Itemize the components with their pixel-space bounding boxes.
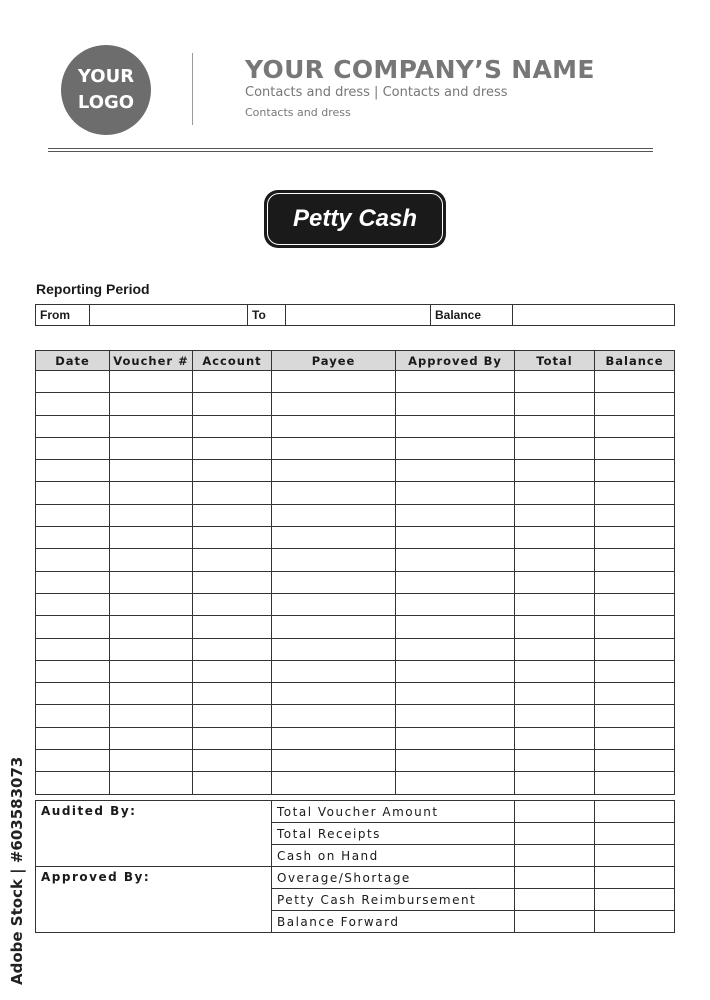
table-row [36, 616, 675, 638]
ledger-cell[interactable] [36, 571, 110, 593]
ledger-cell[interactable] [396, 750, 515, 772]
summary-balance-field[interactable] [595, 823, 675, 845]
ledger-cell[interactable] [595, 549, 675, 571]
ledger-cell[interactable] [36, 593, 110, 615]
ledger-cell[interactable] [595, 683, 675, 705]
logo-line2: LOGO [77, 92, 135, 113]
summary-value-field[interactable] [515, 845, 595, 867]
ledger-cell[interactable] [36, 527, 110, 549]
table-row [36, 393, 675, 415]
ledger-cell[interactable] [396, 460, 515, 482]
summary-table [35, 800, 675, 933]
ledger-cell[interactable] [272, 660, 396, 682]
ledger-cell[interactable] [396, 393, 515, 415]
ledger-cell[interactable] [515, 415, 595, 437]
reporting-period-table [35, 304, 675, 326]
table-row [36, 527, 675, 549]
summary-item-label: Overage/Shortage [272, 867, 515, 889]
ledger-cell[interactable] [110, 750, 193, 772]
ledger-cell[interactable] [396, 527, 515, 549]
ledger-cell[interactable] [272, 683, 396, 705]
ledger-cell[interactable] [595, 437, 675, 459]
ledger-cell[interactable] [272, 593, 396, 615]
ledger-cell[interactable] [110, 660, 193, 682]
ledger-cell[interactable] [396, 482, 515, 504]
ledger-cell[interactable] [36, 683, 110, 705]
ledger-cell[interactable] [272, 371, 396, 393]
ledger-cell[interactable] [193, 415, 272, 437]
ledger-cell[interactable] [110, 393, 193, 415]
ledger-cell[interactable] [272, 482, 396, 504]
summary-value-field[interactable] [515, 867, 595, 889]
table-row [36, 750, 675, 772]
ledger-cell[interactable] [515, 393, 595, 415]
summary-balance-field[interactable] [595, 867, 675, 889]
to-field[interactable] [286, 305, 431, 326]
ledger-cell[interactable] [193, 660, 272, 682]
ledger-cell[interactable] [110, 549, 193, 571]
ledger-cell[interactable] [396, 504, 515, 526]
ledger-cell[interactable] [515, 638, 595, 660]
ledger-cell[interactable] [272, 504, 396, 526]
ledger-cell[interactable] [515, 460, 595, 482]
table-row [36, 638, 675, 660]
ledger-cell[interactable] [110, 772, 193, 794]
summary-item-label: Cash on Hand [272, 845, 515, 867]
ledger-cell[interactable] [595, 616, 675, 638]
ledger-cell[interactable] [396, 772, 515, 794]
ledger-cell[interactable] [396, 593, 515, 615]
ledger-cell[interactable] [36, 460, 110, 482]
ledger-cell[interactable] [193, 750, 272, 772]
ledger-cell[interactable] [396, 616, 515, 638]
ledger-cell[interactable] [110, 482, 193, 504]
summary-value-field[interactable] [515, 889, 595, 911]
ledger-cell[interactable] [193, 527, 272, 549]
column-header: Payee [272, 351, 396, 371]
contact-line2: Contacts and dress [245, 106, 351, 119]
audited-by-label: Audited By: [36, 801, 272, 867]
approved-by-label: Approved By: [36, 867, 272, 933]
table-row [36, 727, 675, 749]
table-row [36, 482, 675, 504]
ledger-cell[interactable] [36, 437, 110, 459]
ledger-cell[interactable] [515, 527, 595, 549]
ledger-cell[interactable] [515, 705, 595, 727]
table-row [36, 371, 675, 393]
summary-balance-field[interactable] [595, 845, 675, 867]
ledger-cell[interactable] [36, 727, 110, 749]
ledger-cell[interactable] [193, 727, 272, 749]
ledger-cell[interactable] [36, 371, 110, 393]
ledger-cell[interactable] [515, 504, 595, 526]
ledger-cell[interactable] [36, 482, 110, 504]
ledger-cell[interactable] [193, 593, 272, 615]
ledger-cell[interactable] [110, 683, 193, 705]
ledger-cell[interactable] [110, 504, 193, 526]
balance-field[interactable] [513, 305, 675, 326]
summary-balance-field[interactable] [595, 911, 675, 933]
ledger-cell[interactable] [595, 415, 675, 437]
ledger-cell[interactable] [595, 527, 675, 549]
ledger-cell[interactable] [272, 638, 396, 660]
ledger-cell[interactable] [272, 705, 396, 727]
ledger-cell[interactable] [595, 727, 675, 749]
ledger-cell[interactable] [272, 527, 396, 549]
ledger-cell[interactable] [515, 772, 595, 794]
summary-value-field[interactable] [515, 911, 595, 933]
ledger-cell[interactable] [272, 415, 396, 437]
ledger-cell[interactable] [110, 437, 193, 459]
contact-line1: Contacts and dress | Contacts and dress [245, 85, 508, 100]
ledger-cell[interactable] [272, 393, 396, 415]
table-row [36, 549, 675, 571]
form-title: Petty Cash [267, 193, 443, 245]
summary-item-label: Petty Cash Reimbursement [272, 889, 515, 911]
column-header: Voucher # [110, 351, 193, 371]
header-rule-top [48, 148, 653, 149]
ledger-cell[interactable] [396, 660, 515, 682]
ledger-cell[interactable] [515, 660, 595, 682]
summary-item-label: Balance Forward [272, 911, 515, 933]
table-row [36, 504, 675, 526]
table-row [36, 415, 675, 437]
ledger-cell[interactable] [36, 750, 110, 772]
ledger-cell[interactable] [515, 727, 595, 749]
ledger-cell[interactable] [36, 705, 110, 727]
ledger-cell[interactable] [272, 549, 396, 571]
ledger-cell[interactable] [110, 571, 193, 593]
ledger-cell[interactable] [36, 393, 110, 415]
header-rule-bottom [48, 151, 653, 152]
ledger-cell[interactable] [595, 705, 675, 727]
ledger-cell[interactable] [595, 772, 675, 794]
title-badge [264, 190, 446, 248]
summary-balance-field[interactable] [595, 801, 675, 823]
column-header: Approved By [396, 351, 515, 371]
ledger-cell[interactable] [110, 371, 193, 393]
company-logo [61, 45, 151, 135]
ledger-cell[interactable] [110, 638, 193, 660]
ledger-cell[interactable] [595, 571, 675, 593]
ledger-cell[interactable] [515, 616, 595, 638]
ledger-cell[interactable] [193, 549, 272, 571]
company-name: YOUR COMPANY’S NAME [245, 55, 595, 84]
ledger-cell[interactable] [110, 616, 193, 638]
ledger-cell[interactable] [110, 415, 193, 437]
column-header: Total [515, 351, 595, 371]
ledger-cell[interactable] [515, 571, 595, 593]
ledger-cell[interactable] [110, 705, 193, 727]
table-row [36, 660, 675, 682]
ledger-table [35, 350, 675, 795]
from-label: From [36, 305, 90, 326]
ledger-cell[interactable] [193, 616, 272, 638]
ledger-cell[interactable] [193, 437, 272, 459]
stock-credit: Adobe Stock | #603583073 [8, 756, 26, 985]
summary-balance-field[interactable] [595, 889, 675, 911]
ledger-cell[interactable] [595, 393, 675, 415]
ledger-cell[interactable] [36, 772, 110, 794]
ledger-cell[interactable] [595, 504, 675, 526]
ledger-cell[interactable] [595, 371, 675, 393]
ledger-cell[interactable] [36, 638, 110, 660]
ledger-cell[interactable] [272, 772, 396, 794]
ledger-cell[interactable] [396, 705, 515, 727]
ledger-cell[interactable] [193, 571, 272, 593]
ledger-cell[interactable] [193, 705, 272, 727]
ledger-cell[interactable] [515, 549, 595, 571]
summary-value-field[interactable] [515, 823, 595, 845]
ledger-cell[interactable] [515, 482, 595, 504]
ledger-cell[interactable] [595, 460, 675, 482]
ledger-cell[interactable] [193, 683, 272, 705]
ledger-cell[interactable] [396, 638, 515, 660]
ledger-cell[interactable] [36, 616, 110, 638]
balance-label: Balance [431, 305, 513, 326]
table-row [36, 571, 675, 593]
summary-value-field[interactable] [515, 801, 595, 823]
table-row [36, 437, 675, 459]
ledger-cell[interactable] [396, 683, 515, 705]
table-row [36, 683, 675, 705]
reporting-period-label: Reporting Period [36, 281, 150, 297]
from-field[interactable] [90, 305, 248, 326]
ledger-cell[interactable] [396, 549, 515, 571]
ledger-cell[interactable] [272, 437, 396, 459]
ledger-cell[interactable] [272, 616, 396, 638]
ledger-cell[interactable] [193, 482, 272, 504]
header-divider [192, 53, 193, 125]
column-header: Balance [595, 351, 675, 371]
ledger-cell[interactable] [193, 460, 272, 482]
ledger-cell[interactable] [110, 727, 193, 749]
table-row [36, 593, 675, 615]
ledger-cell[interactable] [396, 371, 515, 393]
ledger-cell[interactable] [515, 437, 595, 459]
table-row [36, 460, 675, 482]
table-row [36, 705, 675, 727]
ledger-cell[interactable] [110, 460, 193, 482]
ledger-cell[interactable] [193, 638, 272, 660]
ledger-cell[interactable] [193, 772, 272, 794]
ledger-cell[interactable] [515, 750, 595, 772]
ledger-cell[interactable] [595, 593, 675, 615]
ledger-cell[interactable] [272, 750, 396, 772]
ledger-cell[interactable] [36, 549, 110, 571]
ledger-cell[interactable] [595, 482, 675, 504]
column-header: Account [193, 351, 272, 371]
ledger-cell[interactable] [36, 504, 110, 526]
ledger-cell[interactable] [396, 727, 515, 749]
ledger-cell[interactable] [193, 371, 272, 393]
ledger-cell[interactable] [515, 683, 595, 705]
ledger-cell[interactable] [110, 527, 193, 549]
ledger-cell[interactable] [595, 660, 675, 682]
ledger-cell[interactable] [272, 460, 396, 482]
ledger-cell[interactable] [595, 750, 675, 772]
ledger-cell[interactable] [515, 371, 595, 393]
to-label: To [248, 305, 286, 326]
ledger-cell[interactable] [193, 393, 272, 415]
ledger-cell[interactable] [595, 638, 675, 660]
ledger-cell[interactable] [193, 504, 272, 526]
ledger-cell[interactable] [396, 437, 515, 459]
ledger-cell[interactable] [272, 571, 396, 593]
ledger-cell[interactable] [36, 660, 110, 682]
ledger-cell[interactable] [396, 415, 515, 437]
summary-item-label: Total Voucher Amount [272, 801, 515, 823]
ledger-cell[interactable] [36, 415, 110, 437]
ledger-cell[interactable] [515, 593, 595, 615]
ledger-cell[interactable] [110, 593, 193, 615]
ledger-cell[interactable] [272, 727, 396, 749]
column-header: Date [36, 351, 110, 371]
ledger-cell[interactable] [396, 571, 515, 593]
logo-line1: YOUR [77, 66, 135, 87]
table-row [36, 772, 675, 794]
summary-item-label: Total Receipts [272, 823, 515, 845]
